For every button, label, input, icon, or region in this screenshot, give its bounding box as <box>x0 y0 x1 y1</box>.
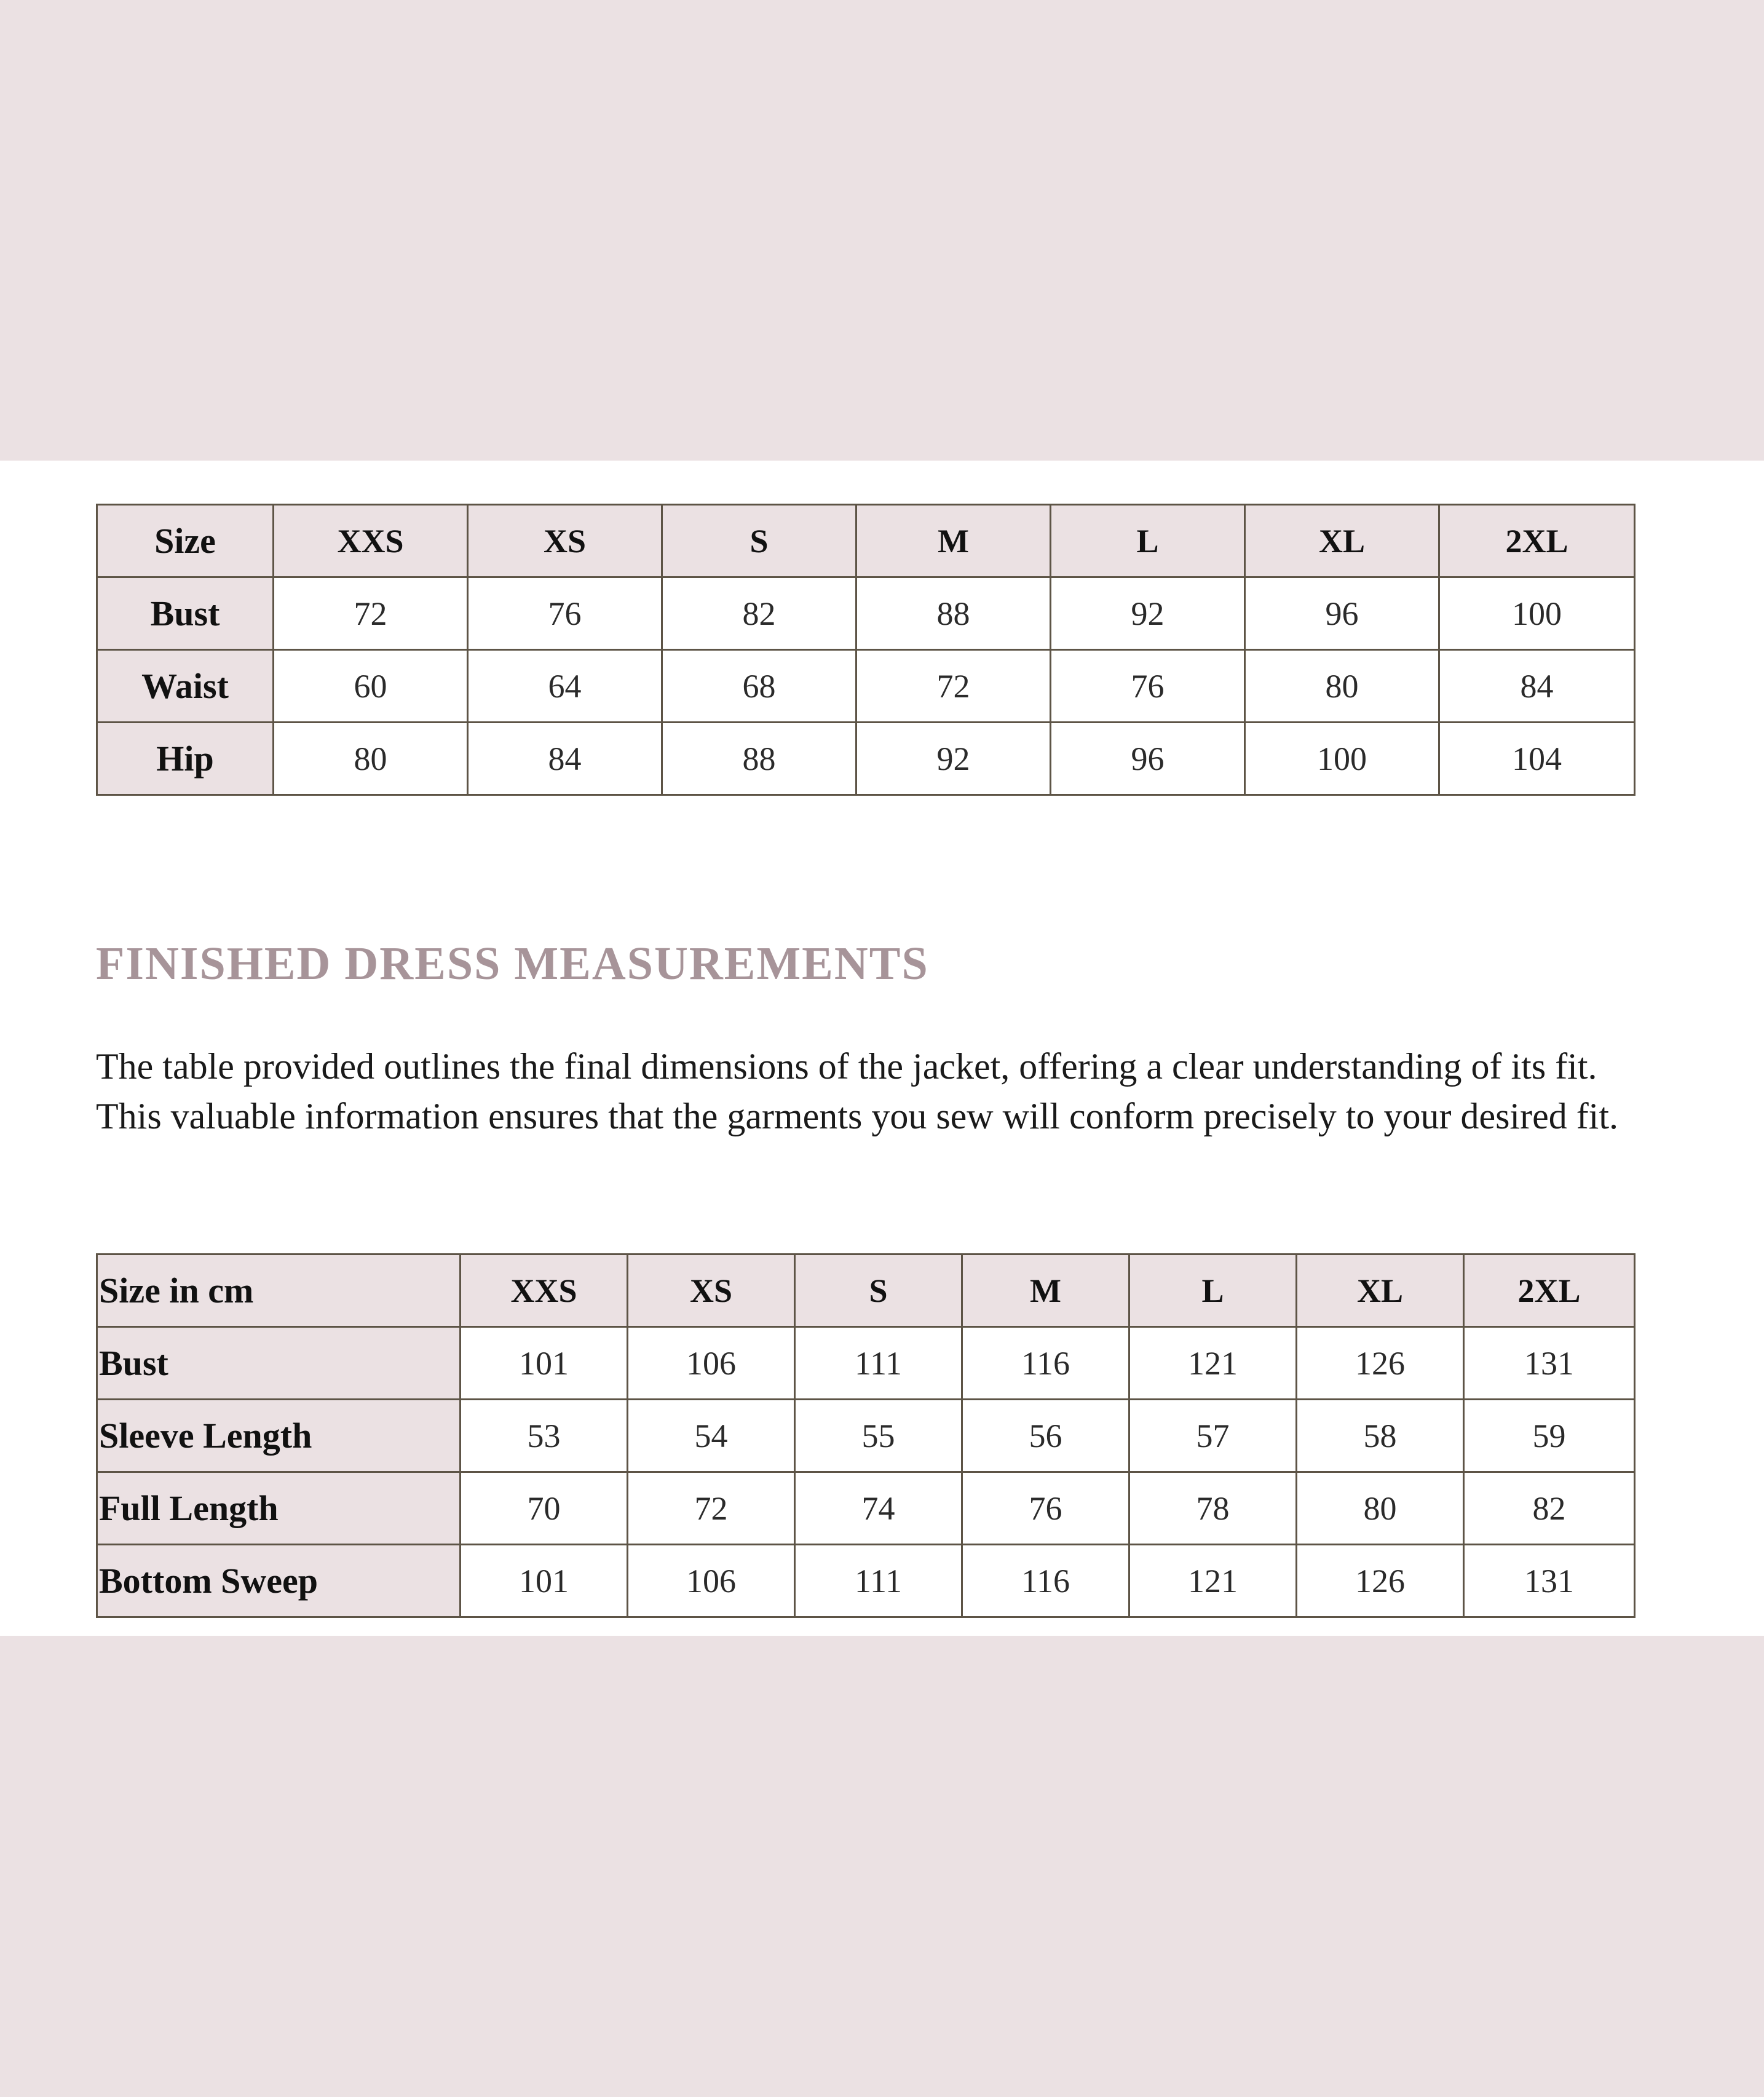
table-cell: 54 <box>628 1400 795 1472</box>
header-cell: 2XL <box>1464 1255 1635 1327</box>
header-cell: XXS <box>461 1255 628 1327</box>
table-cell: 76 <box>1051 650 1245 723</box>
row-label: Bottom Sweep <box>97 1545 461 1617</box>
header-cell: Size <box>97 505 274 577</box>
table-cell: 101 <box>461 1545 628 1617</box>
table-cell: 104 <box>1439 723 1635 795</box>
table-cell: 68 <box>662 650 856 723</box>
header-cell: M <box>962 1255 1129 1327</box>
table-cell: 121 <box>1129 1545 1297 1617</box>
header-cell: S <box>795 1255 962 1327</box>
row-label: Bust <box>97 1327 461 1400</box>
table-cell: 100 <box>1439 577 1635 650</box>
table-cell: 57 <box>1129 1400 1297 1472</box>
body-measurements-table <box>96 504 1635 796</box>
row-label: Waist <box>97 650 274 723</box>
table-cell: 131 <box>1464 1327 1635 1400</box>
table-header-row <box>97 1255 1635 1327</box>
header-cell: M <box>856 505 1051 577</box>
table-cell: 72 <box>274 577 468 650</box>
header-cell: 2XL <box>1439 505 1635 577</box>
table-cell: 111 <box>795 1545 962 1617</box>
row-label: Hip <box>97 723 274 795</box>
row-label: Full Length <box>97 1472 461 1545</box>
table-cell: 131 <box>1464 1545 1635 1617</box>
header-cell: L <box>1051 505 1245 577</box>
header-cell: XL <box>1245 505 1439 577</box>
table-cell: 106 <box>628 1545 795 1617</box>
table-cell: 88 <box>662 723 856 795</box>
table-cell: 121 <box>1129 1327 1297 1400</box>
table-cell: 84 <box>468 723 662 795</box>
table-cell: 100 <box>1245 723 1439 795</box>
table-row <box>97 577 1635 650</box>
table-cell: 96 <box>1245 577 1439 650</box>
table-cell: 88 <box>856 577 1051 650</box>
table-header-row <box>97 505 1635 577</box>
table-cell: 70 <box>461 1472 628 1545</box>
header-cell: XS <box>628 1255 795 1327</box>
table-cell: 82 <box>1464 1472 1635 1545</box>
row-label: Sleeve Length <box>97 1400 461 1472</box>
row-label: Bust <box>97 577 274 650</box>
table-cell: 92 <box>1051 577 1245 650</box>
table-cell: 74 <box>795 1472 962 1545</box>
table-cell: 96 <box>1051 723 1245 795</box>
table-cell: 72 <box>628 1472 795 1545</box>
table-cell: 59 <box>1464 1400 1635 1472</box>
section-title: FINISHED DRESS MEASUREMENTS <box>96 938 929 989</box>
table-row <box>97 1400 1635 1472</box>
table-cell: 72 <box>856 650 1051 723</box>
header-cell: L <box>1129 1255 1297 1327</box>
header-cell: XL <box>1297 1255 1464 1327</box>
table-cell: 111 <box>795 1327 962 1400</box>
table-cell: 58 <box>1297 1400 1464 1472</box>
table-cell: 78 <box>1129 1472 1297 1545</box>
table-cell: 126 <box>1297 1327 1464 1400</box>
table-row <box>97 1327 1635 1400</box>
table-cell: 80 <box>1245 650 1439 723</box>
header-cell: XXS <box>274 505 468 577</box>
table-cell: 53 <box>461 1400 628 1472</box>
table-cell: 60 <box>274 650 468 723</box>
table-cell: 116 <box>962 1327 1129 1400</box>
table-cell: 76 <box>962 1472 1129 1545</box>
finished-measurements-table <box>96 1253 1635 1618</box>
table-row <box>97 1545 1635 1617</box>
table-cell: 101 <box>461 1327 628 1400</box>
table-cell: 116 <box>962 1545 1129 1617</box>
header-cell: Size in cm <box>97 1255 461 1327</box>
table-cell: 106 <box>628 1327 795 1400</box>
table-row <box>97 1472 1635 1545</box>
document-page <box>0 461 1764 1636</box>
table-cell: 80 <box>274 723 468 795</box>
header-cell: XS <box>468 505 662 577</box>
table-cell: 84 <box>1439 650 1635 723</box>
table-cell: 56 <box>962 1400 1129 1472</box>
table-cell: 80 <box>1297 1472 1464 1545</box>
table-cell: 82 <box>662 577 856 650</box>
table-row <box>97 723 1635 795</box>
intro-paragraph: The table provided outlines the final dimensions of the jacket, offering a clear understanding of its fit. This valuable information ensures that the garments you sew will conform precisely to your desired fit. <box>96 1046 1619 1136</box>
table-cell: 126 <box>1297 1545 1464 1617</box>
table-cell: 55 <box>795 1400 962 1472</box>
table-cell: 92 <box>856 723 1051 795</box>
table-cell: 76 <box>468 577 662 650</box>
table-row <box>97 650 1635 723</box>
table-cell: 64 <box>468 650 662 723</box>
header-cell: S <box>662 505 856 577</box>
